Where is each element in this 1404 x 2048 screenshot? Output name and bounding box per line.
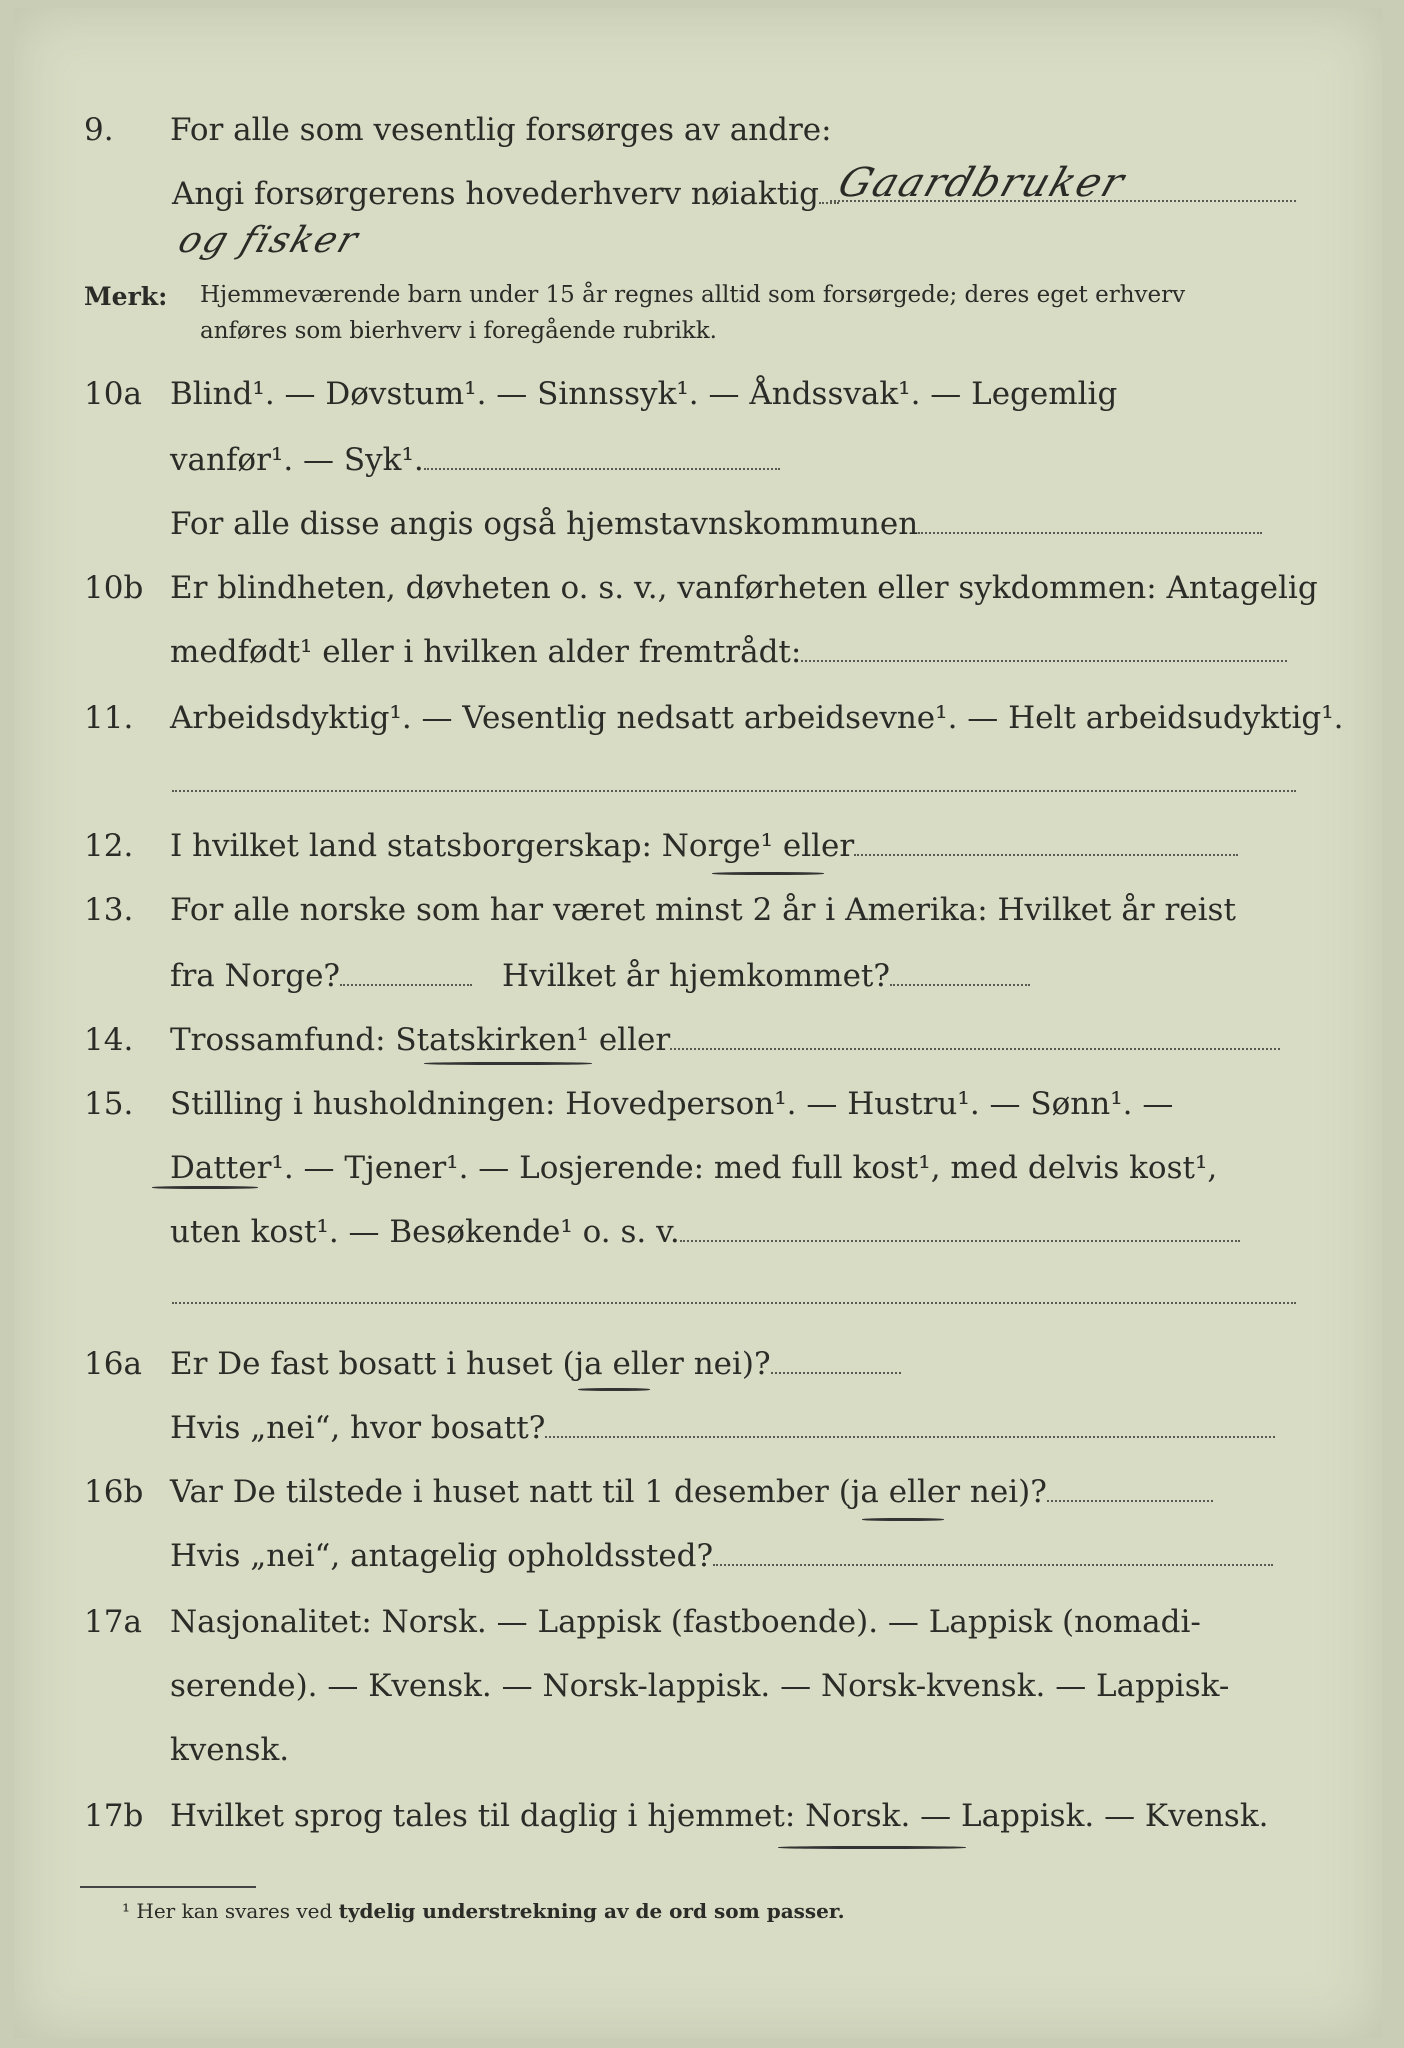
footnote-mark: ¹ <box>122 1899 131 1923</box>
q10a-line3-text: For alle disse angis også hjemstavnskommunen <box>170 506 919 542</box>
merk-line2: anføres som bierhverv i foregående rubrikk. <box>200 318 717 344</box>
q17b-line1: Hvilket sprog tales til daglig i hjemmet: Norsk. — Lappisk. — Kvensk. <box>170 1798 1269 1834</box>
q16a-bosatt-field[interactable] <box>545 1412 1275 1438</box>
merk-line1: Hjemmeværende barn under 15 år regnes alltid som forsørgede; deres eget erhverv <box>200 282 1186 308</box>
q11-answer-line[interactable] <box>172 766 1296 792</box>
q10a-hjemstavn-field[interactable] <box>918 508 1262 534</box>
q13-line2a-text: fra Norge? <box>170 958 341 994</box>
footnote-text-a: Her kan svares ved <box>136 1899 333 1923</box>
q17a-line3: kvensk. <box>170 1732 290 1768</box>
q16b-line2-text: Hvis „nei“, antagelig opholdssted? <box>170 1538 714 1574</box>
q15-line3-text: uten kost¹. — Besøkende¹ o. s. v. <box>170 1214 680 1250</box>
footnote-rule <box>80 1886 256 1888</box>
q14-handwritten-underline <box>424 1062 592 1065</box>
q15-number: 15. <box>84 1086 134 1122</box>
q16b-line1-text: Var De tilstede i huset natt til 1 desember (ja eller nei)? <box>170 1474 1047 1510</box>
q10b-number: 10b <box>84 570 144 606</box>
q14-line1 <box>170 1022 1280 1058</box>
q15-line2: Datter¹. — Tjener¹. — Losjerende: med full kost¹, med delvis kost¹, <box>170 1150 1218 1186</box>
q16a-answer-field[interactable] <box>771 1348 901 1374</box>
q16b-answer-field[interactable] <box>1047 1476 1213 1502</box>
q9-line2 <box>172 176 839 212</box>
q10b-line2-text: medfødt¹ eller i hvilken alder fremtrådt: <box>170 634 802 670</box>
footnote-text-b: tydelig understrekning av de ord som passer. <box>338 1899 845 1923</box>
q13-line1: For alle norske som har været minst 2 år i Amerika: Hvilket år reist <box>170 892 1236 928</box>
q9-number: 9. <box>84 112 114 148</box>
q12-answer-field[interactable] <box>854 830 1238 856</box>
q9-handwritten-answer2: og fisker <box>173 220 365 261</box>
q11-line1: Arbeidsdyktig¹. — Vesentlig nedsatt arbeidsevne¹. — Helt arbeidsudyktig¹. <box>170 700 1344 736</box>
q9-line1: For alle som vesentlig forsørges av andre: <box>170 112 832 148</box>
footnote <box>122 1898 845 1924</box>
q15-line1: Stilling i husholdningen: Hovedperson¹. — Hustru¹. — Sønn¹. — <box>170 1086 1174 1122</box>
q10a-number: 10a <box>84 376 142 412</box>
q15-handwritten-underline <box>152 1186 258 1189</box>
q15-line3 <box>170 1214 1240 1250</box>
q17a-line1: Nasjonalitet: Norsk. — Lappisk (fastboende). — Lappisk (nomadi- <box>170 1604 1201 1640</box>
q17a-number: 17a <box>84 1604 142 1640</box>
q16a-handwritten-underline <box>578 1388 650 1391</box>
q9-handwritten-answer1: Gaardbruker <box>832 160 1132 206</box>
q16a-number: 16a <box>84 1346 142 1382</box>
q16a-line1-text: Er De fast bosatt i huset (ja eller nei)? <box>170 1346 771 1382</box>
q10a-line1: Blind¹. — Døvstum¹. — Sinnssyk¹. — Åndssvak¹. — Legemlig <box>170 376 1118 412</box>
q12-handwritten-underline <box>712 872 824 875</box>
q13-reist-field[interactable] <box>340 960 472 986</box>
q17a-line2: serende). — Kvensk. — Norsk-lappisk. — Norsk-kvensk. — Lappisk- <box>170 1668 1230 1704</box>
q16b-line2 <box>170 1538 1273 1574</box>
q10b-line1: Er blindheten, døvheten o. s. v., vanførheten eller sykdommen: Antagelig <box>170 570 1318 606</box>
q16a-line1 <box>170 1346 901 1382</box>
q12-number: 12. <box>84 828 134 864</box>
q16b-opholdssted-field[interactable] <box>713 1540 1273 1566</box>
q10a-line2 <box>170 442 780 478</box>
q14-number: 14. <box>84 1022 134 1058</box>
q16b-number: 16b <box>84 1474 144 1510</box>
q13-line2b-text: Hvilket år hjemkommet? <box>502 958 891 994</box>
q16a-line2-text: Hvis „nei“, hvor bosatt? <box>170 1410 546 1446</box>
q10b-answer-field[interactable] <box>801 636 1287 662</box>
q17b-handwritten-underline <box>778 1846 966 1849</box>
q16a-line2 <box>170 1410 1275 1446</box>
q17b-number: 17b <box>84 1798 144 1834</box>
q11-number: 11. <box>84 700 134 736</box>
q12-line1-text: I hvilket land statsborgerskap: Norge¹ eller <box>170 828 855 864</box>
q12-line1 <box>170 828 1238 864</box>
q10a-line2-text: vanfør¹. — Syk¹. <box>170 442 424 478</box>
q10b-line2 <box>170 634 1287 670</box>
q13-line2 <box>170 958 1030 994</box>
q10a-syk-field[interactable] <box>424 444 780 470</box>
q15-answer-line[interactable] <box>172 1278 1296 1304</box>
q16b-handwritten-underline <box>862 1518 944 1521</box>
merk-label: Merk: <box>84 282 168 311</box>
q14-answer-field[interactable] <box>670 1024 1280 1050</box>
q15-answer-field[interactable] <box>680 1216 1240 1242</box>
q9-line2-text: Angi forsørgerens hovederhverv nøiaktig <box>172 176 819 212</box>
q10a-line3 <box>170 506 1262 542</box>
q13-hjemkommet-field[interactable] <box>890 960 1030 986</box>
q13-number: 13. <box>84 892 134 928</box>
q16b-line1 <box>170 1474 1213 1510</box>
q14-line1-text: Trossamfund: Statskirken¹ eller <box>170 1022 671 1058</box>
